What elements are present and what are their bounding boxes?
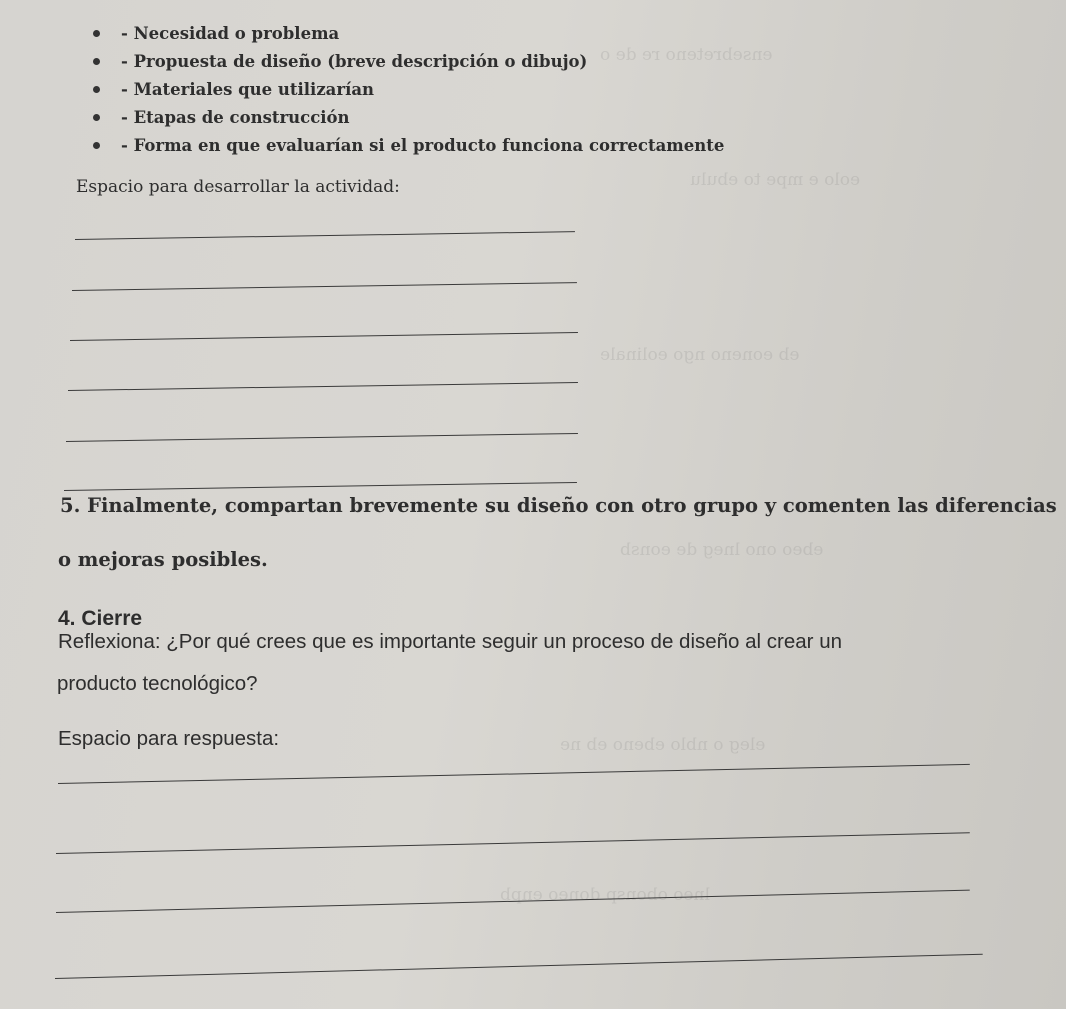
bullet-dot-icon	[93, 86, 100, 93]
bullet-dot-icon	[93, 114, 100, 121]
bleed-through-text: lneo obonsp doneo enpb	[500, 885, 710, 905]
answer-line[interactable]	[58, 764, 970, 784]
bullet-text: - Etapas de construcción	[121, 107, 350, 127]
answer-line[interactable]	[72, 282, 577, 291]
bullet-dot-icon	[93, 142, 100, 149]
bullet-item	[93, 21, 339, 45]
answer-line[interactable]	[75, 231, 575, 240]
bleed-through-text: eb eoneno ngo eolinale	[600, 345, 800, 365]
answer-line[interactable]	[56, 890, 970, 913]
reflection-question: producto tecnológico?	[57, 672, 258, 695]
answer-label: Espacio para respuesta:	[58, 727, 280, 750]
bullet-dot-icon	[93, 58, 100, 65]
section-title: 4. Cierre	[58, 607, 143, 630]
bullet-text: - Forma en que evaluarían si el producto funciona correctamente	[121, 135, 725, 155]
answer-line[interactable]	[66, 433, 578, 442]
bleed-through-text: eleg o nblo ebeno eb ne	[560, 735, 766, 755]
step5-text: 5. Finalmente, compartan brevemente su diseño con otro grupo y comenten las diferencias	[60, 494, 1057, 517]
answer-line[interactable]	[64, 482, 577, 491]
step5-text: o mejoras posibles.	[58, 548, 268, 571]
answer-line[interactable]	[68, 382, 578, 391]
reflection-question: Reflexiona: ¿Por qué crees que es importante seguir un proceso de diseño al crear un	[58, 630, 843, 653]
bullet-text: - Propuesta de diseño (breve descripción o dibujo)	[121, 51, 588, 71]
bullet-dot-icon	[93, 30, 100, 37]
answer-line[interactable]	[56, 832, 970, 854]
bullet-text: - Necesidad o problema	[121, 23, 340, 43]
bullet-item	[93, 77, 374, 101]
answer-line[interactable]	[70, 332, 578, 341]
bleed-through-text: eolo e mpe to ebulu	[690, 170, 861, 190]
bullet-item	[93, 105, 350, 129]
answer-line[interactable]	[55, 954, 983, 979]
bullet-item	[93, 133, 724, 157]
bullet-item	[93, 49, 587, 73]
bleed-through-text: ensebreteno re de o	[600, 45, 773, 65]
bleed-through-text: ebeo ono lneg de eonsb	[620, 540, 824, 560]
bullet-text: - Materiales que utilizarían	[121, 79, 375, 99]
workspace-label: Espacio para desarrollar la actividad:	[76, 177, 400, 197]
